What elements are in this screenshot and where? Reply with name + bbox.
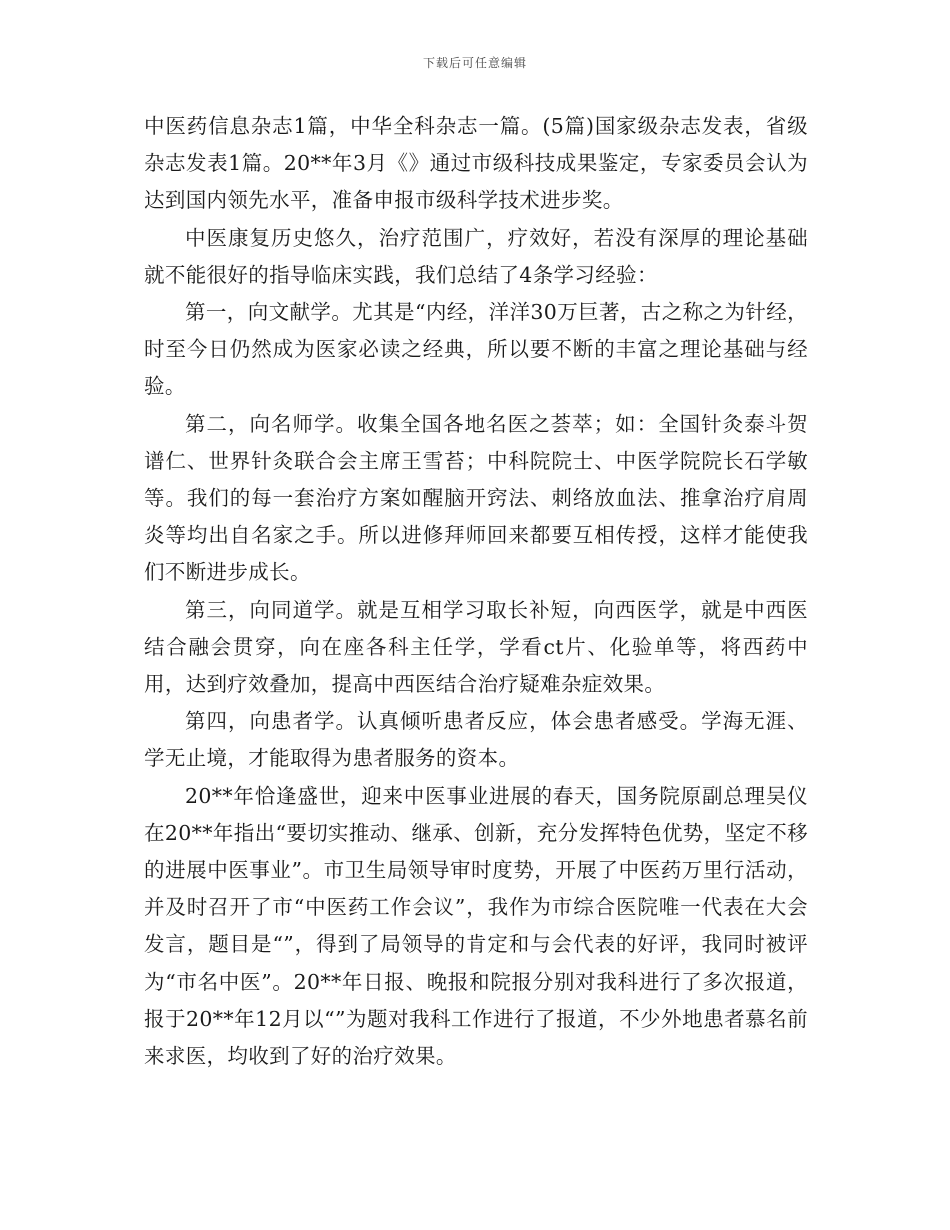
document-body [144, 108, 808, 1075]
paragraph-4: 第二，向名师学。收集全国各地名医之荟萃；如：全国针灸泰斗贺谱仁、世界针灸联合会主席王雪苔；中科院院士、中医学院院长石学敏等。我们的每一套治疗方案如醒脑开窍法、刺络放血法、推拿治疗肩周炎等均出自名家之手。所以进修拜师回来都要互相传授，这样才能使我们不断进步成长。 [144, 411, 808, 585]
paragraph-7: 20**年恰逢盛世，迎来中医事业进展的春天，国务院原副总理吴仪在20**年指出“要切实推动、继承、创新，充分发挥特色优势，坚定不移的进展中医事业”。市卫生局领导审时度势，开展了中医药万里行活动，并及时召开了市“中医药工作会议”，我作为市综合医院唯一代表在大会发言，题目是“”，得到了局领导的肯定和与会代表的好评，我同时被评为“市名中医”。20**年日报、晚报和院报分别对我科进行了多次报道，报于20**年12月以“”为题对我科工作进行了报道，不少外地患者慕名前来求医，均收到了好的治疗效果。 [144, 783, 808, 1069]
paragraph-3: 第一，向文献学。尤其是“内经，洋洋30万巨著，古之称之为针经，时至今日仍然成为医家必读之经典，所以要不断的丰富之理论基础与经验。 [144, 300, 808, 399]
paragraph-6: 第四，向患者学。认真倾听患者反应，体会患者感受。学海无涯、学无止境，才能取得为患者服务的资本。 [144, 709, 808, 771]
page-header: 下载后可任意编辑 [422, 56, 527, 70]
paragraph-1: 中医药信息杂志1篇，中华全科杂志一篇。(5篇)国家级杂志发表，省级杂志发表1篇。20**年3月《》通过市级科技成果鉴定，专家委员会认为达到国内领先水平，准备申报市级科学技术进步奖。 [144, 114, 808, 213]
paragraph-5: 第三，向同道学。就是互相学习取长补短，向西医学，就是中西医结合融会贯穿，向在座各科主任学，学看ct片、化验单等，将西药中用，达到疗效叠加，提高中西医结合治疗疑难杂症效果。 [144, 597, 808, 697]
paragraph-2: 中医康复历史悠久，治疗范围广，疗效好，若没有深厚的理论基础就不能很好的指导临床实践，我们总结了4条学习经验： [144, 225, 808, 287]
